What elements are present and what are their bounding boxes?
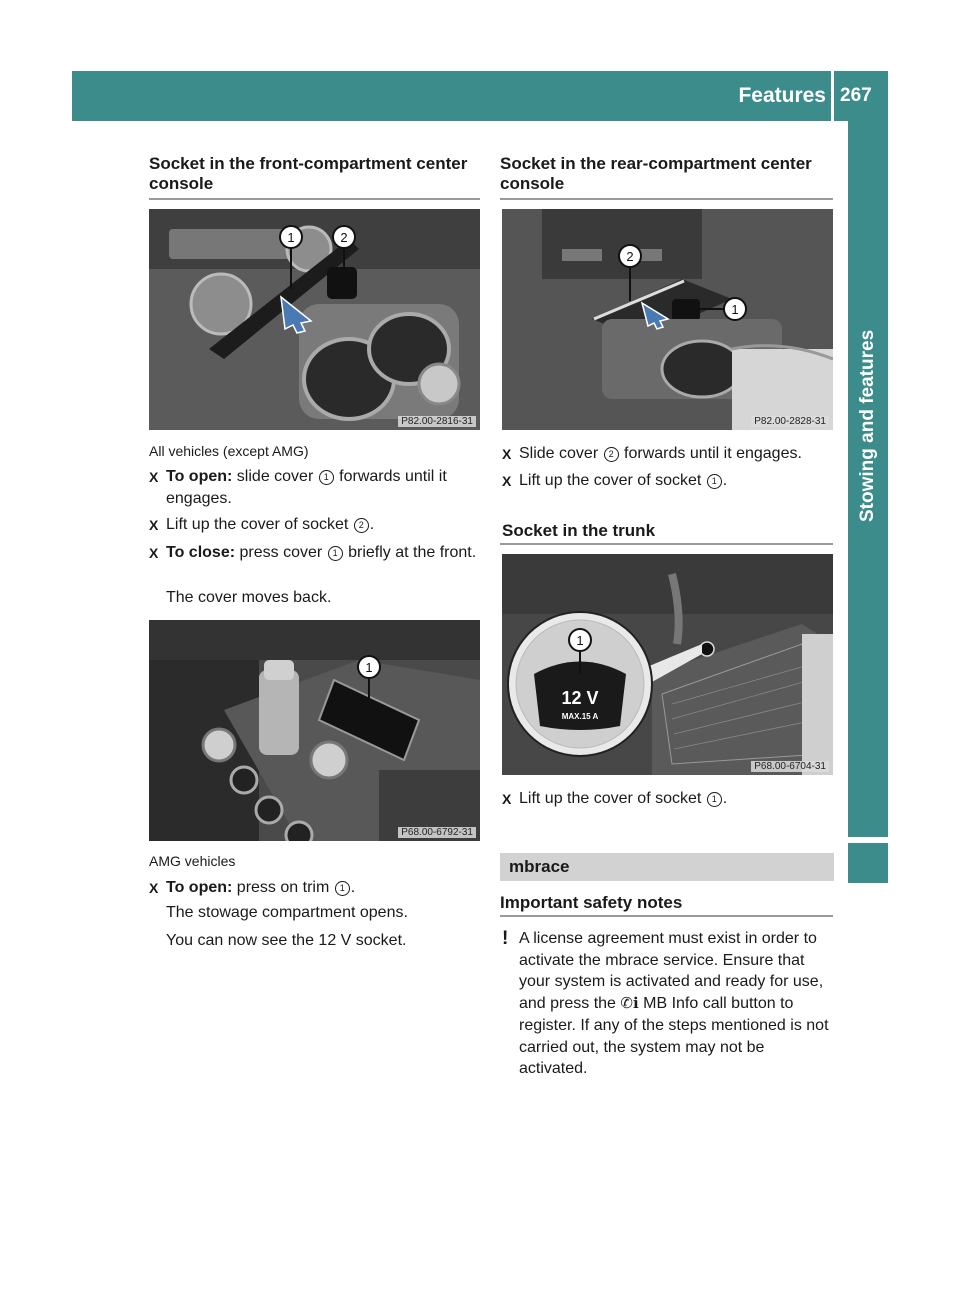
header-title: Features	[738, 84, 826, 107]
arrow-x-icon: X	[502, 473, 512, 489]
heading-rule	[500, 543, 833, 545]
step-trunk-lift: X Lift up the cover of socket 1 .	[502, 790, 728, 807]
socket-label: 12 V	[561, 688, 599, 708]
arrow-x-icon: X	[149, 517, 159, 533]
trunk-photo	[502, 554, 833, 775]
arrow-x-icon: X	[149, 545, 159, 561]
svg-text:1: 1	[576, 633, 584, 648]
svg-text:1: 1	[365, 660, 373, 675]
trunk-heading: Socket in the trunk	[502, 521, 656, 540]
page-number: 267	[840, 85, 872, 106]
rear-console-photo	[502, 209, 833, 430]
step-slide-cover: X Slide cover 2 forwards until it engages.	[502, 445, 802, 462]
svg-text:1: 1	[287, 230, 295, 245]
amg-console-photo	[149, 620, 480, 841]
result-cover-moves: The cover moves back.	[166, 589, 332, 606]
svg-text:1: 1	[731, 302, 739, 317]
result-see-socket: You can now see the 12 V socket.	[166, 932, 407, 949]
photo-code: P82.00-2828-31	[751, 416, 829, 427]
socket-sublabel: MAX.15 A	[561, 712, 599, 721]
svg-text:2: 2	[340, 230, 348, 245]
safety-note: ! A license agreement must exist in order to activate the mbrace service. Ensure that your system is activated and ready for use, and press the ✆ℹ MB Info call button to register. If any of the steps mentioned is not carried out, the system may not be activated.	[502, 928, 829, 1078]
caption-all-vehicles: All vehicles (except AMG)	[149, 443, 309, 459]
result-compartment-opens: The stowage compartment opens.	[166, 904, 408, 921]
caption-amg: AMG vehicles	[149, 853, 236, 869]
front-console-heading: Socket in the front-compartment center console	[149, 154, 468, 193]
arrow-x-icon: X	[149, 880, 159, 896]
svg-text:2: 2	[626, 249, 634, 264]
heading-rule	[500, 198, 833, 200]
side-tab-label: Stowing and features	[857, 330, 878, 523]
step-close: X To close: press cover 1 briefly at the front.	[149, 544, 477, 561]
phone-info-icon: ✆ℹ	[620, 995, 639, 1013]
photo-code: P82.00-2816-31	[398, 416, 476, 427]
header-divider	[831, 71, 834, 121]
arrow-x-icon: X	[149, 469, 159, 485]
heading-rule	[149, 198, 480, 200]
step-lift-socket: X Lift up the cover of socket 2 .	[149, 516, 375, 533]
step-lift-cover: X Lift up the cover of socket 1 .	[502, 472, 728, 489]
arrow-x-icon: X	[502, 791, 512, 807]
photo-code: P68.00-6792-31	[398, 827, 476, 838]
warning-mark: !	[502, 928, 509, 949]
mbrace-title: mbrace	[509, 857, 570, 876]
arrow-x-icon: X	[502, 446, 512, 462]
front-console-photo	[149, 209, 480, 430]
step-amg-open: X To open: press on trim 1 .	[149, 879, 356, 896]
safety-heading: Important safety notes	[500, 893, 683, 912]
photo-code: P68.00-6704-31	[751, 761, 829, 772]
rear-console-heading: Socket in the rear-compartment center console	[500, 154, 812, 193]
side-tab-marker	[848, 843, 888, 883]
heading-rule	[500, 915, 833, 917]
step-open: X To open: slide cover 1 forwards until it engages.	[149, 468, 447, 507]
